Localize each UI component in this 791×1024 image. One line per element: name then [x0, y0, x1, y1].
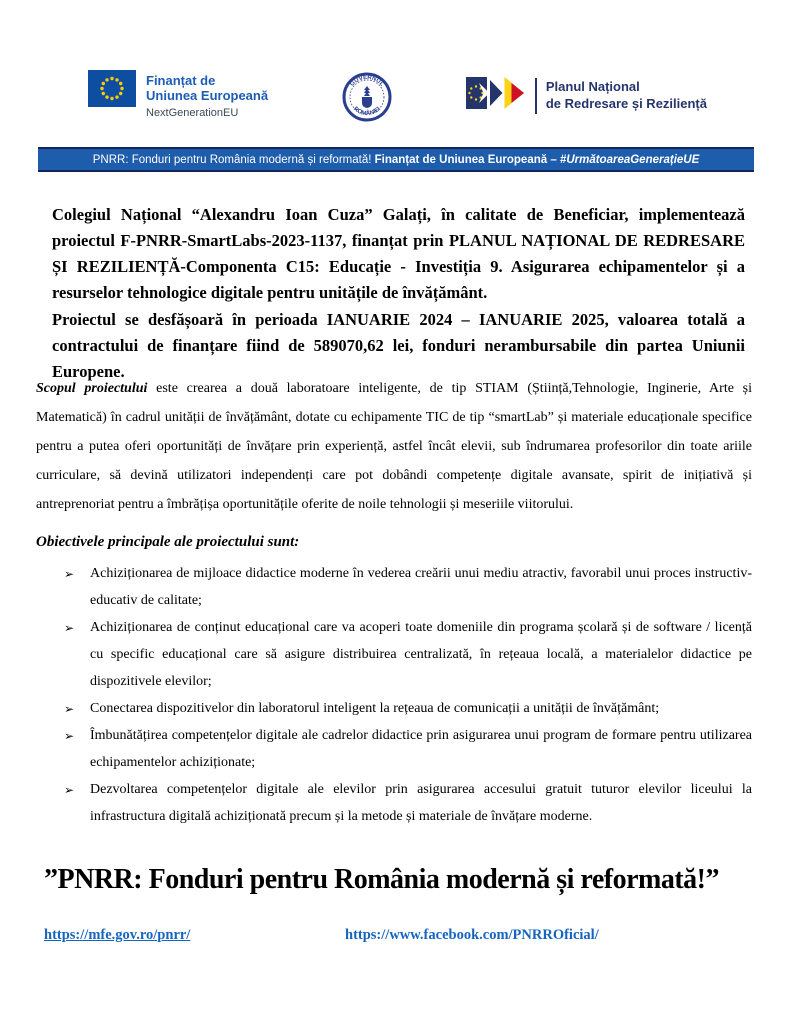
footer-links: [0, 927, 791, 949]
objective-text: Îmbunătățirea competențelor digitale ale cadrelor didactice prin asigurarea unui program de formare pentru utilizarea echipamentelor achiziționate;: [90, 728, 752, 770]
pnrr-flag-arrows-icon: [466, 76, 526, 115]
eu-text-line1: Finanțat de: [146, 73, 216, 88]
objective-text: Conectarea dispozitivelor din laboratorul inteligent la rețeaua de comunicații a unității de învățământ;: [90, 701, 660, 716]
mfe-gov-link[interactable]: https://mfe.gov.ro/pnrr/: [44, 927, 191, 943]
objective-text: Achiziționarea de conținut educațional care va acoperi toate domeniile din programa școlară și de software / licență cu specific educațional care să asigure distribuirea centralizată, în rețeaua locală, a materialelor didactice pe dispozitivele elevilor;: [90, 620, 752, 689]
romanian-government-seal-icon: [342, 72, 392, 127]
eu-flag-icon: [88, 70, 136, 112]
seal-top-text: GUVERNUL: [349, 74, 385, 88]
objectives-heading: Obiectivele principale ale proiectului sunt:: [36, 534, 300, 550]
pnrr-text-line1: Planul Național: [545, 79, 640, 95]
project-period-paragraph: Proiectul se desfășoară în perioada IANUARIE 2024 – IANUARIE 2025, valoarea totală a contractului de finanțare fiind de 589070,62 lei, fonduri nerambursabile din partea Uniunii Europene.: [52, 309, 745, 381]
objective-item: [64, 776, 752, 830]
bullet-arrow-icon: ➢: [64, 621, 75, 635]
banner-text-regular: PNRR: Fonduri pentru România modernă și reformată!: [92, 153, 375, 166]
bullet-arrow-icon: ➢: [64, 729, 75, 743]
banner-hashtag: #UrmătoareaGenerațieUE: [559, 153, 700, 166]
pnrr-logo: [466, 76, 707, 115]
objective-item: [64, 560, 752, 614]
header-logos: [88, 70, 707, 127]
scope-body: este crearea a două laboratoare inteligente, de tip STIAM (Știință,Tehnologie, Inginerie, Arte și Matematică) în cadrul unității de învățământ, dotate cu echipamente TIC de tip “smartLab” și materiale educaționale specifice pentru a putea oferi oportunități de învățare prin experiență, astfel încât elevii, sub îndrumarea profesorilor din toate ariile curriculare, să devină utilizatori independenți care pot dobândi competențe digitale avansate, spirit de inițiativă și antreprenoriat pentru a îmbrățișa oportunitățile oferite de noile tehnologii și meseriile viitorului.: [36, 381, 753, 512]
objectives-list: [36, 560, 752, 830]
eu-funding-text: [146, 70, 268, 120]
eu-funding-logo: [88, 70, 268, 120]
pnrr-logo-divider: [535, 78, 537, 114]
objective-item: [64, 695, 752, 722]
objective-text: Dezvoltarea competențelor digitale ale elevilor prin asigurarea accesului gratuit tuturor elevilor liceului la infrastructura digitală achiziționată precum și la metode și materiale de învățare moderne.: [90, 782, 752, 824]
bullet-arrow-icon: ➢: [64, 783, 75, 797]
banner-text-bold: Finanțat de Uniunea Europeană –: [374, 153, 560, 166]
pnrr-text-line2: de Redresare și Reziliență: [545, 95, 707, 111]
project-scope-paragraph: [36, 374, 752, 519]
bullet-arrow-icon: ➢: [64, 702, 75, 716]
objective-text: Achiziționarea de mijloace didactice moderne în vederea creării unui mediu atractiv, favorabil unui proces instructiv-educativ de calitate;: [90, 566, 752, 608]
objective-item: [64, 722, 752, 776]
pnrr-banner: [38, 147, 754, 172]
facebook-pnrr-link[interactable]: https://www.facebook.com/PNRROficial/: [345, 927, 599, 943]
pnrr-logo-text: [546, 79, 707, 112]
scope-lead: Scopul proiectului: [36, 381, 148, 396]
eu-text-line3: NextGenerationEU: [146, 106, 239, 119]
beneficiary-paragraph: Colegiul Național “Alexandru Ioan Cuza” Galați, în calitate de Beneficiar, implementează proiectul F-PNRR-SmartLabs-2023-1137, finanțat prin PLANUL NAȚIONAL DE REDRESARE ȘI REZILIENȚĂ-Componenta C15: Educație - Investiția 9. Asigurarea echipamentelor și a resurselor tehnologice digitale pentru unitățile de învățământ.: [52, 204, 745, 302]
main-content: [36, 374, 752, 830]
bullet-arrow-icon: ➢: [64, 567, 75, 581]
pnrr-slogan: ”PNRR: Fonduri pentru România modernă și reformată!”: [44, 864, 719, 895]
seal-bottom-text: ROMÂNIEI: [352, 106, 382, 118]
objective-item: [64, 614, 752, 695]
eu-text-line2: Uniunea Europeană: [146, 88, 269, 104]
